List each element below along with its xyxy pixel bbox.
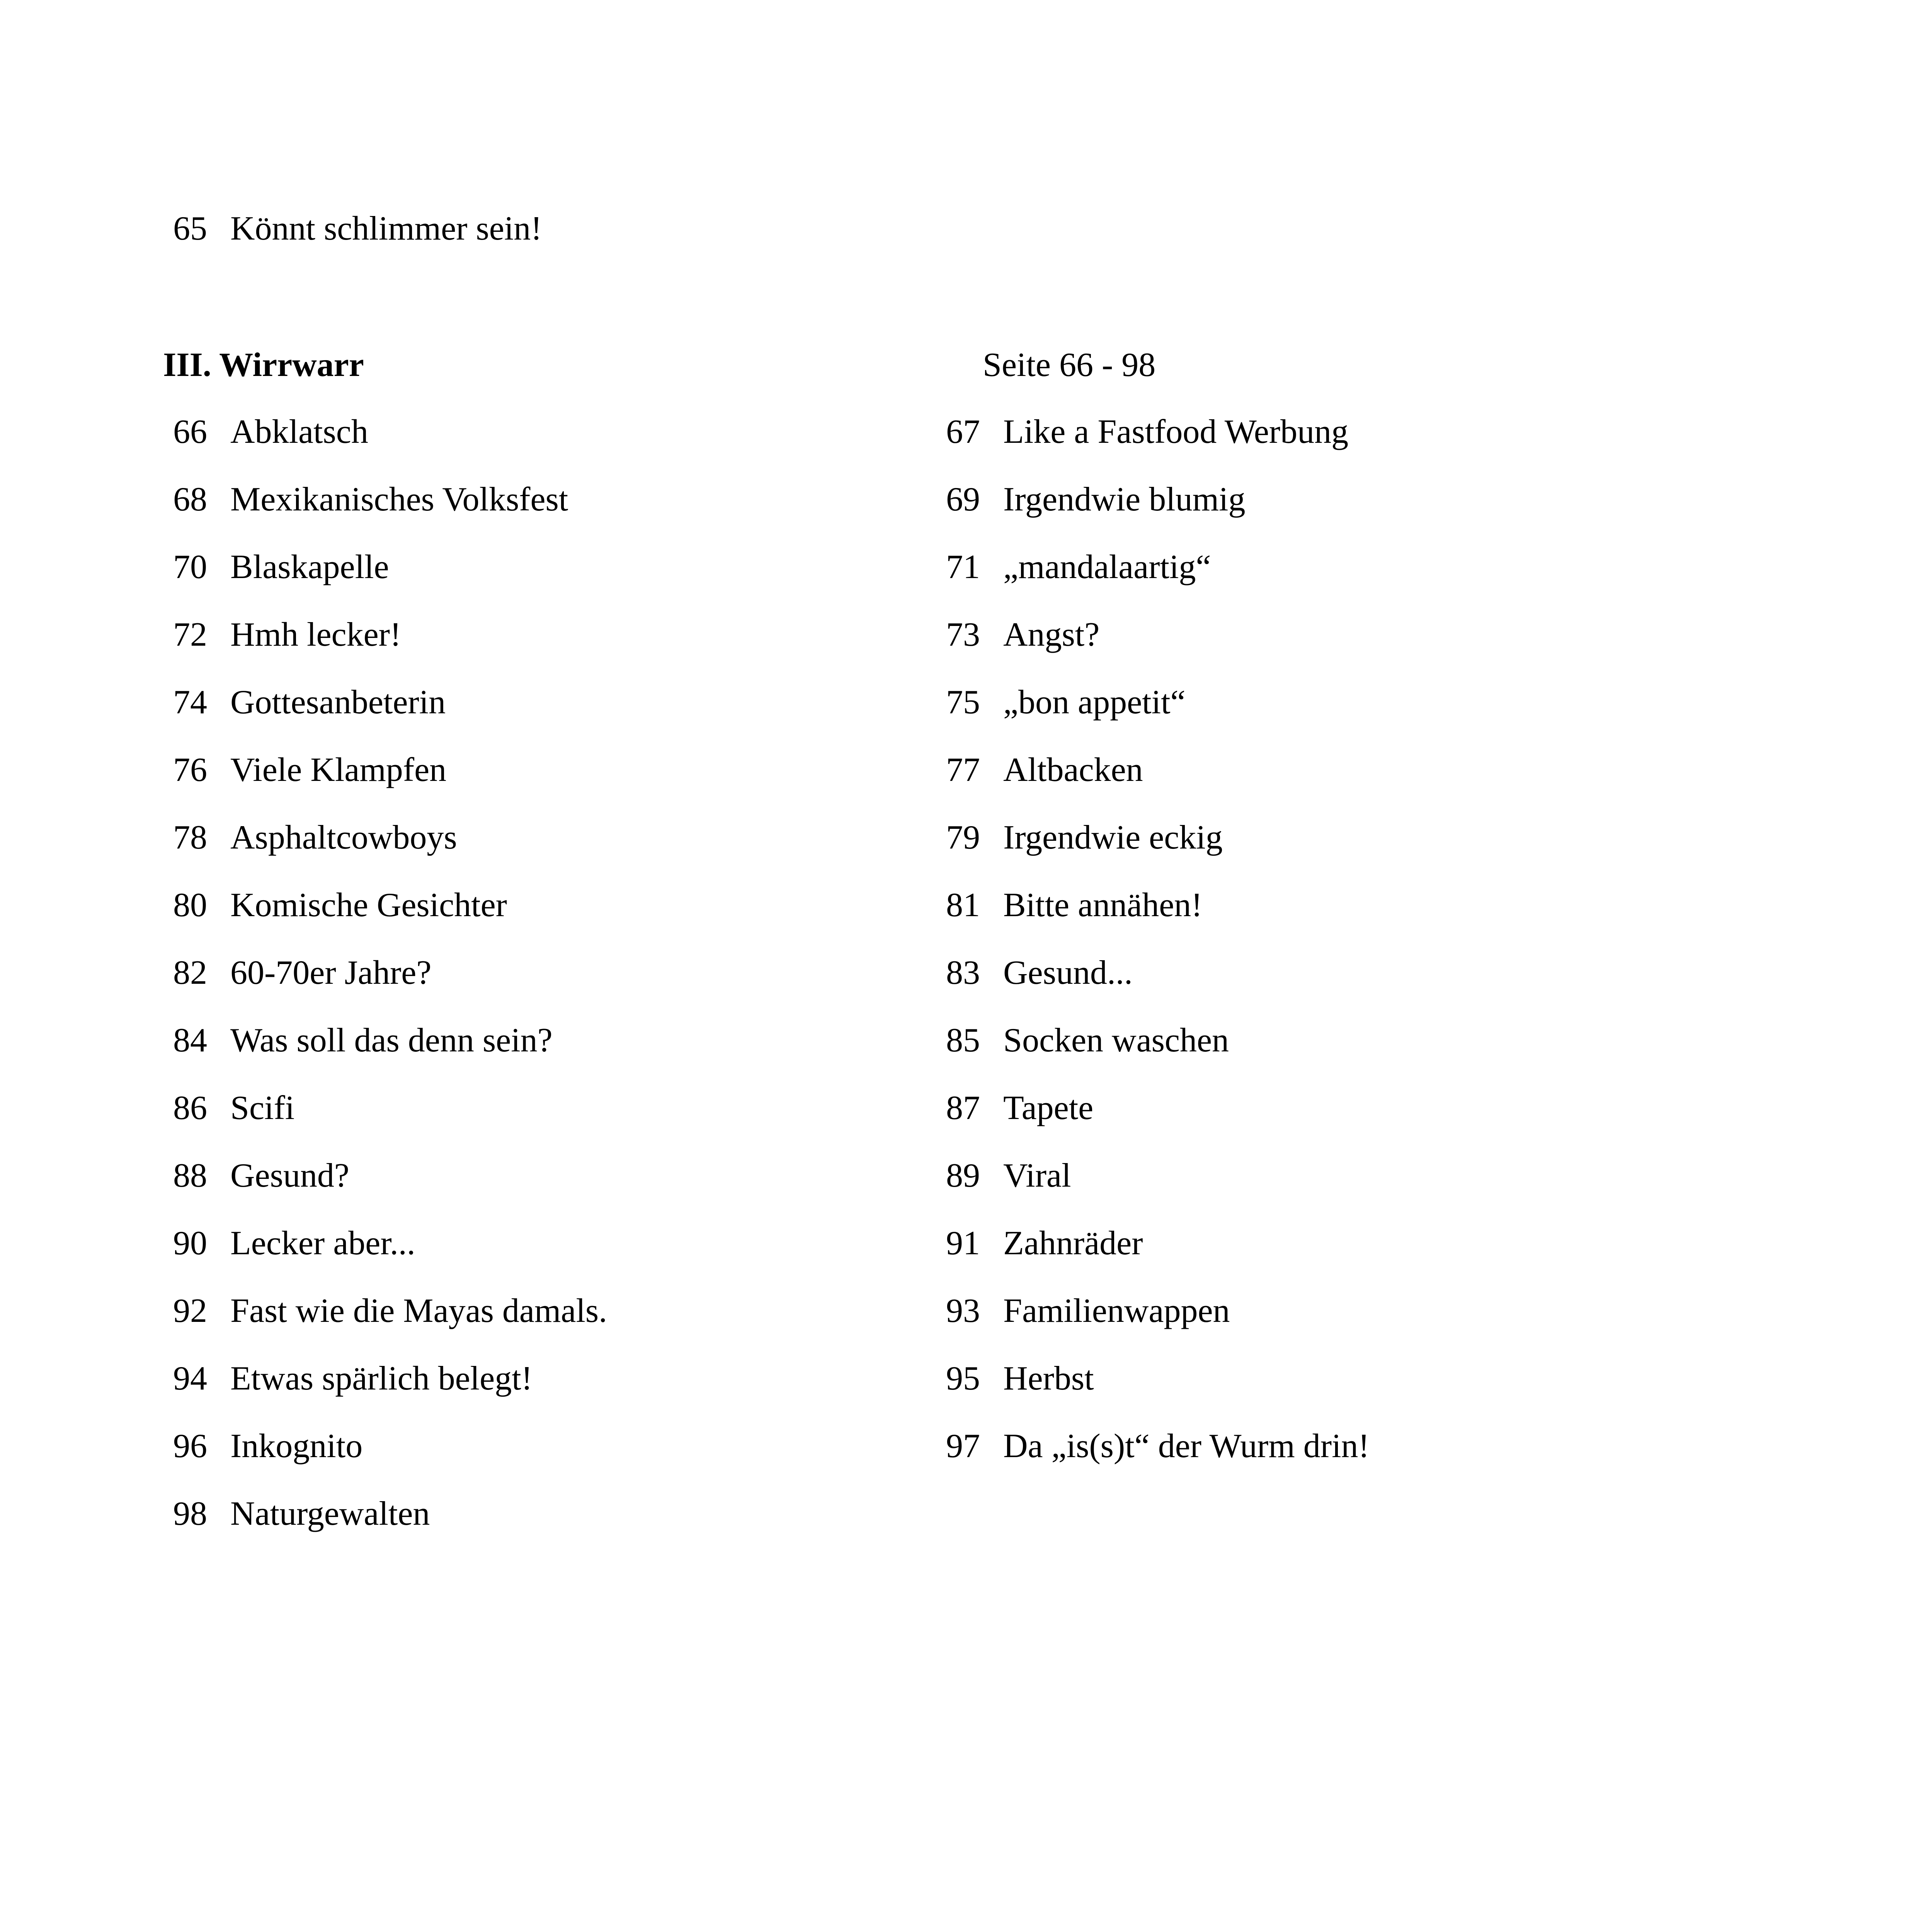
entry-title: Asphaltcowboys xyxy=(230,819,457,856)
entry-number: 90 xyxy=(173,1225,207,1262)
entry-number: 74 xyxy=(173,684,207,721)
entry-number: 87 xyxy=(946,1089,980,1127)
entry-title: Irgendwie blumig xyxy=(1003,481,1246,518)
entry-number: 71 xyxy=(946,548,980,586)
entry-number: 95 xyxy=(946,1360,980,1397)
entry-number: 72 xyxy=(173,616,207,653)
entry-number: 98 xyxy=(173,1495,207,1532)
toc-entry-left xyxy=(168,1277,903,1345)
entry-number: 89 xyxy=(946,1157,980,1194)
toc-entry-right xyxy=(941,1209,1676,1277)
entry-number: 96 xyxy=(173,1427,207,1465)
toc-entry-left xyxy=(168,871,903,939)
toc-entry-right xyxy=(941,398,1676,466)
entry-number: 81 xyxy=(946,886,980,924)
toc-entry-right xyxy=(941,736,1676,804)
toc-entry-right xyxy=(941,939,1676,1007)
entry-number: 83 xyxy=(946,954,980,992)
toc-entry-left xyxy=(168,1142,903,1209)
entry-title: Viele Klampfen xyxy=(230,751,447,789)
toc-entry-right xyxy=(941,668,1676,736)
entry-title: Da „is(s)t“ der Wurm drin! xyxy=(1003,1427,1370,1465)
entry-number: 80 xyxy=(173,886,207,924)
entry-number: 66 xyxy=(173,413,207,451)
entry-title: Angst? xyxy=(1003,616,1100,653)
toc-entry-right xyxy=(941,871,1676,939)
toc-entry-right xyxy=(941,1142,1676,1209)
toc-entry-left xyxy=(168,668,903,736)
toc-entry-right xyxy=(941,533,1676,601)
entry-title: Etwas spärlich belegt! xyxy=(230,1360,533,1397)
entry-title: Tapete xyxy=(1003,1089,1094,1127)
toc-entry-left xyxy=(168,533,903,601)
entry-title: Zahnräder xyxy=(1003,1225,1143,1262)
entry-title: „bon appetit“ xyxy=(1003,684,1186,721)
toc-entry-left xyxy=(168,1209,903,1277)
entry-title: Blaskapelle xyxy=(230,548,389,586)
entry-title: Was soll das denn sein? xyxy=(230,1022,553,1059)
toc-entry-left xyxy=(168,1480,903,1548)
entry-title: Inkognito xyxy=(230,1427,363,1465)
toc-entry-left xyxy=(168,1412,903,1480)
entry-number: 85 xyxy=(946,1022,980,1059)
entry-number: 78 xyxy=(173,819,207,856)
entry-number: 70 xyxy=(173,548,207,586)
entry-title: Abklatsch xyxy=(230,413,368,451)
entry-number: 88 xyxy=(173,1157,207,1194)
toc-entry-right xyxy=(941,1074,1676,1142)
entry-title: „mandalaartig“ xyxy=(1003,548,1211,586)
section-heading: III. Wirrwarr xyxy=(163,346,364,384)
toc-entry-right xyxy=(941,466,1676,533)
toc-entry-left xyxy=(168,1345,903,1412)
entry-number: 84 xyxy=(173,1022,207,1059)
entry-number: 76 xyxy=(173,751,207,789)
toc-entry-top xyxy=(168,195,825,262)
entry-title: Familienwappen xyxy=(1003,1292,1230,1330)
entry-title: Gesund? xyxy=(230,1157,349,1194)
toc-entry-left xyxy=(168,398,903,466)
entry-number: 73 xyxy=(946,616,980,653)
entry-title: Irgendwie eckig xyxy=(1003,819,1223,856)
entry-number: 82 xyxy=(173,954,207,992)
entry-title: Könnt schlimmer sein! xyxy=(230,210,542,247)
entry-number: 69 xyxy=(946,481,980,518)
entry-number: 93 xyxy=(946,1292,980,1330)
toc-entry-right xyxy=(941,1277,1676,1345)
entry-number: 68 xyxy=(173,481,207,518)
toc-entry-right xyxy=(941,1007,1676,1074)
entry-number: 75 xyxy=(946,684,980,721)
entry-title: Gottesanbeterin xyxy=(230,684,446,721)
entry-title: Viral xyxy=(1003,1157,1071,1194)
entry-title: Naturgewalten xyxy=(230,1495,430,1532)
toc-entry-left xyxy=(168,1074,903,1142)
entry-number: 97 xyxy=(946,1427,980,1465)
entry-number: 67 xyxy=(946,413,980,451)
toc-entry-right xyxy=(941,601,1676,668)
entry-title: Socken waschen xyxy=(1003,1022,1229,1059)
entry-title: Bitte annähen! xyxy=(1003,886,1203,924)
entry-title: Fast wie die Mayas damals. xyxy=(230,1292,607,1330)
toc-entry-left xyxy=(168,804,903,871)
entry-title: Like a Fastfood Werbung xyxy=(1003,413,1349,451)
toc-entry-left xyxy=(168,466,903,533)
entry-title: Altbacken xyxy=(1003,751,1143,789)
entry-title: Mexikanisches Volksfest xyxy=(230,481,568,518)
entry-title: Gesund... xyxy=(1003,954,1133,992)
entry-title: Komische Gesichter xyxy=(230,886,507,924)
entry-title: Herbst xyxy=(1003,1360,1094,1397)
entry-title: Lecker aber... xyxy=(230,1225,415,1262)
entry-number: 86 xyxy=(173,1089,207,1127)
entry-title: 60-70er Jahre? xyxy=(230,954,432,992)
toc-entry-left xyxy=(168,601,903,668)
entry-number: 92 xyxy=(173,1292,207,1330)
entry-number: 65 xyxy=(173,210,207,247)
entry-title: Hmh lecker! xyxy=(230,616,402,653)
entry-number: 77 xyxy=(946,751,980,789)
toc-entry-right xyxy=(941,1412,1676,1480)
toc-entry-left xyxy=(168,736,903,804)
entry-number: 94 xyxy=(173,1360,207,1397)
entry-title: Scifi xyxy=(230,1089,295,1127)
toc-entry-right xyxy=(941,1345,1676,1412)
entry-number: 91 xyxy=(946,1225,980,1262)
toc-entry-right xyxy=(941,804,1676,871)
entry-number: 79 xyxy=(946,819,980,856)
section-page-range: Seite 66 - 98 xyxy=(983,346,1156,384)
toc-entry-left xyxy=(168,939,903,1007)
toc-entry-left xyxy=(168,1007,903,1074)
